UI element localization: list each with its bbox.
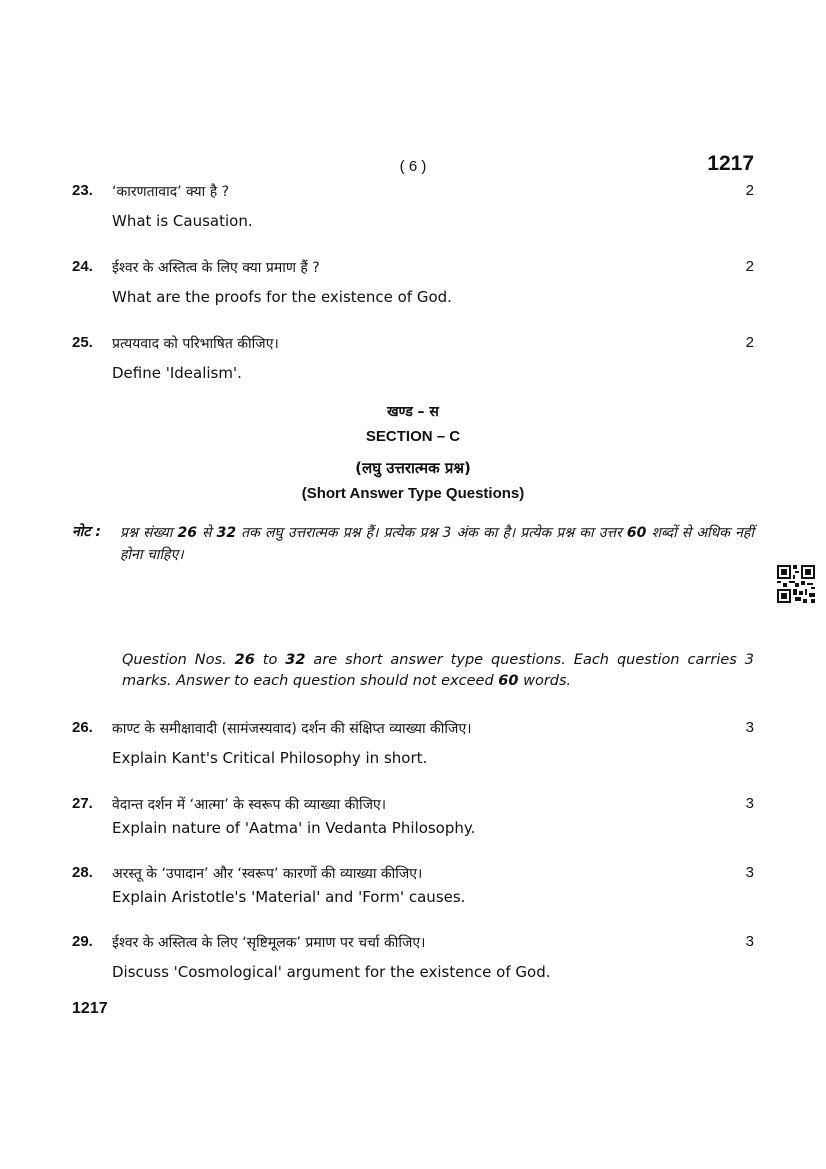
question-number: 25.	[72, 334, 93, 351]
question-english: Explain Kant's Critical Philosophy in short.	[112, 749, 428, 767]
question-hindi: प्रत्ययवाद को परिभाषित कीजिए।	[112, 336, 279, 352]
question-marks: 3	[745, 795, 754, 812]
question-english: Explain Aristotle's 'Material' and 'Form' causes.	[112, 888, 466, 906]
note-english: Question Nos. 26 to 32 are short answer type questions. Each question carries 3 marks. Answer to each question should not exceed 60 words.	[122, 652, 754, 689]
section-title-hindi: खण्ड – स	[387, 404, 439, 420]
question-hindi: काण्ट के समीक्षावादी (सामंजस्यवाद) दर्शन की संक्षिप्त व्याख्या कीजिए।	[112, 721, 472, 737]
qr-code-icon	[777, 565, 815, 603]
note-hindi-text: प्रश्न संख्या 26 से 32 तक लघु उत्तरात्मक प्रश्न हैं। प्रत्येक प्रश्न 3 अंक का है। प्रत्येक प्रश्न का उत्तर 60 शब्दों से अधिक नहीं होना चाहिए।	[120, 525, 754, 563]
paper-code-header: 1217	[707, 152, 754, 175]
question-number: 29.	[72, 933, 93, 950]
page-number: ( 6 )	[399, 158, 427, 175]
question-hindi: अरस्तू के ‘उपादान’ और ‘स्वरूप’ कारणों की व्याख्या कीजिए।	[112, 866, 423, 882]
paper-code-footer: 1217	[72, 1000, 108, 1017]
question-hindi: ‘कारणतावाद’ क्या है ?	[112, 184, 230, 200]
question-marks: 3	[745, 719, 754, 736]
question-hindi: ईश्वर के अस्तित्व के लिए क्या प्रमाण हैं ?	[112, 260, 320, 276]
question-hindi: ईश्वर के अस्तित्व के लिए ‘सृष्टिमूलक’ प्रमाण पर चर्चा कीजिए।	[112, 935, 426, 951]
question-marks: 2	[745, 182, 754, 199]
section-type-hindi: (लघु उत्तरात्मक प्रश्न)	[355, 459, 471, 477]
question-number: 23.	[72, 182, 93, 199]
question-marks: 2	[745, 334, 754, 351]
question-english: Explain nature of 'Aatma' in Vedanta Philosophy.	[112, 819, 476, 837]
question-hindi: वेदान्त दर्शन में ‘आत्मा’ के स्वरूप की व्याख्या कीजिए।	[112, 797, 387, 813]
question-english: Discuss 'Cosmological' argument for the existence of God.	[112, 963, 551, 981]
note-label: नोट :	[72, 524, 101, 540]
question-number: 26.	[72, 719, 93, 736]
question-number: 24.	[72, 258, 93, 275]
question-number: 27.	[72, 795, 93, 812]
question-marks: 3	[745, 864, 754, 881]
section-type-english: (Short Answer Type Questions)	[301, 485, 525, 502]
question-english: What are the proofs for the existence of God.	[112, 288, 452, 306]
question-marks: 3	[745, 933, 754, 950]
question-number: 28.	[72, 864, 93, 881]
section-title-english: SECTION – C	[365, 428, 461, 445]
question-english: Define 'Idealism'.	[112, 364, 242, 382]
question-marks: 2	[745, 258, 754, 275]
question-english: What is Causation.	[112, 212, 253, 230]
